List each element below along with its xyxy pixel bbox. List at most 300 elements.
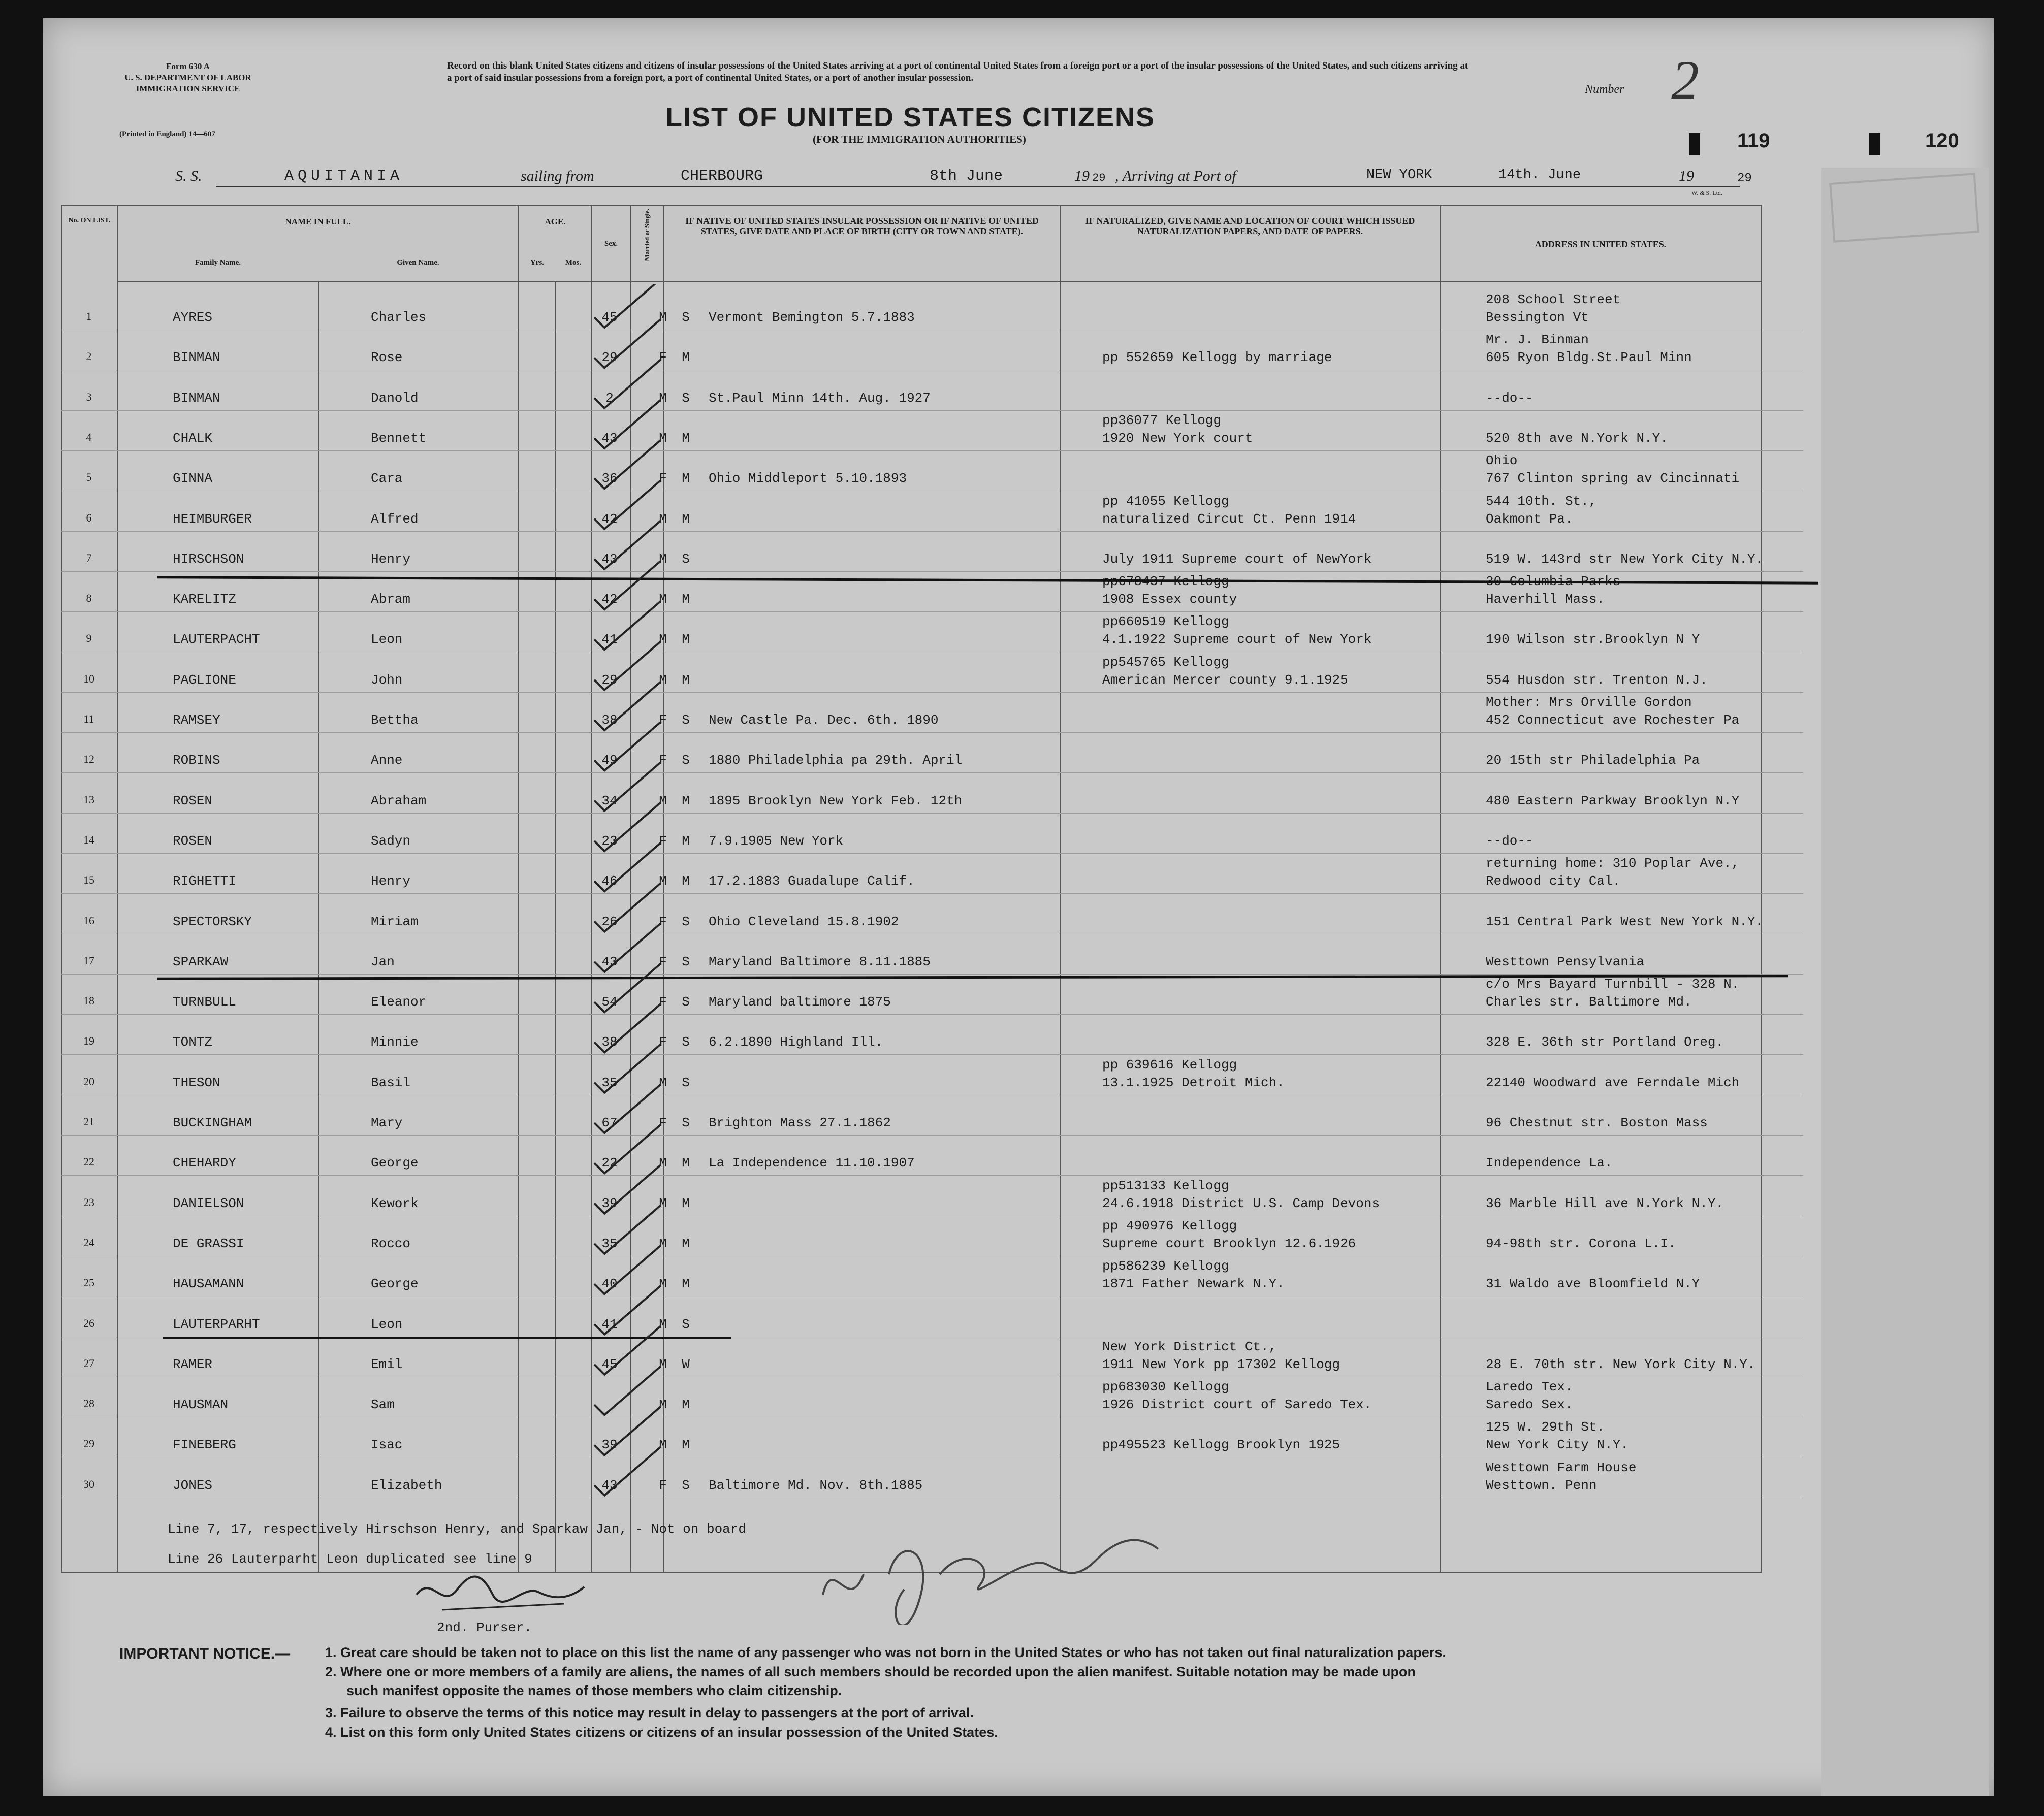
row-number: 2 <box>86 350 92 363</box>
address-line-2: Westtown. Penn <box>1486 1477 1597 1493</box>
address-line-2: Oakmont Pa. <box>1486 511 1573 527</box>
given-name: George <box>371 1155 419 1171</box>
table-row <box>61 894 1803 934</box>
table-row <box>61 974 1803 1015</box>
age-years: 43 <box>601 954 618 969</box>
table-row <box>61 813 1803 854</box>
naturalization-court: Supreme court Brooklyn 12.6.1926 <box>1102 1236 1356 1251</box>
given-name: Eleanor <box>371 994 427 1010</box>
given-name: Minnie <box>371 1034 419 1050</box>
naturalization-paper: pp513133 Kellogg <box>1102 1178 1229 1193</box>
marital-status: S <box>682 310 690 325</box>
table-row <box>61 1176 1803 1216</box>
sex: F <box>659 1034 667 1050</box>
port-of-departure: CHERBOURG <box>681 168 763 185</box>
table-row <box>61 1256 1803 1296</box>
sex: M <box>659 1356 667 1372</box>
age-years: 35 <box>601 1075 618 1090</box>
notice-item-2-cont: such manifest opposite the names of those members who claim citizenship. <box>346 1683 842 1698</box>
sex: M <box>659 873 667 889</box>
naturalization-court: 1908 Essex county <box>1102 592 1237 607</box>
row-number: 18 <box>83 994 94 1008</box>
row-number: 21 <box>83 1115 94 1128</box>
department-name: U. S. DEPARTMENT OF LABOR <box>124 73 251 82</box>
row-number: 13 <box>83 793 94 806</box>
marital-status: S <box>682 712 690 728</box>
marital-status: M <box>682 1195 690 1211</box>
sex: M <box>659 1195 667 1211</box>
birth-info: Ohio Cleveland 15.8.1902 <box>709 914 899 929</box>
table-row <box>61 330 1803 370</box>
row-number: 20 <box>83 1075 94 1088</box>
col-no: No. ON LIST. <box>61 205 117 1572</box>
age-years: 29 <box>601 350 618 366</box>
address-line-2: 519 W. 143rd str New York City N.Y. <box>1486 551 1764 567</box>
sex: M <box>659 1397 667 1413</box>
birth-info: 6.2.1890 Highland Ill. <box>709 1034 883 1050</box>
table-row <box>61 1457 1803 1498</box>
marital-status: M <box>682 592 690 607</box>
notice-item-3: 3. Failure to observe the terms of this notice may result in delay to passengers at the port of arrival. <box>325 1705 974 1721</box>
important-notice-heading: IMPORTANT NOTICE.— <box>119 1645 291 1662</box>
marital-status: S <box>682 1316 690 1332</box>
purser-signature <box>411 1564 594 1620</box>
address-line-2: 328 E. 36th str Portland Oreg. <box>1486 1034 1724 1050</box>
row-number: 24 <box>83 1236 94 1249</box>
address-line-2: Westtown Pensylvania <box>1486 954 1645 969</box>
table-row <box>61 531 1803 572</box>
birth-info: New Castle Pa. Dec. 6th. 1890 <box>709 712 939 728</box>
sex: M <box>659 793 667 808</box>
row-number: 1 <box>86 310 92 322</box>
marital-status: S <box>682 994 690 1010</box>
family-name: BINMAN <box>173 390 220 406</box>
table-row <box>61 1055 1803 1095</box>
given-name: Emil <box>371 1356 403 1372</box>
purser-title: 2nd. Purser. <box>437 1620 532 1635</box>
tick-marks <box>584 284 716 1518</box>
naturalization-court: pp 552659 Kellogg by marriage <box>1102 350 1332 366</box>
sex: F <box>659 994 667 1010</box>
family-name: DANIELSON <box>173 1195 244 1211</box>
row-number: 8 <box>86 592 92 605</box>
page-tab-mark <box>1869 133 1880 155</box>
family-name: ROSEN <box>173 793 213 808</box>
birth-info: Vermont Bemington 5.7.1883 <box>709 310 915 325</box>
given-name: Miriam <box>371 914 419 929</box>
address-line-2: 31 Waldo ave Bloomfield N.Y <box>1486 1276 1700 1292</box>
sex: M <box>659 1316 667 1332</box>
sex: M <box>659 551 667 567</box>
age-years: 67 <box>601 1115 618 1130</box>
sex: M <box>659 672 667 688</box>
inspector-signature <box>813 1513 1168 1625</box>
family-name: THESON <box>173 1075 220 1090</box>
age-years: 43 <box>601 551 618 567</box>
departure-year: 29 <box>1092 172 1106 184</box>
age-years: 39 <box>601 1437 618 1453</box>
table-row <box>61 1216 1803 1256</box>
marital-status: S <box>682 1477 690 1493</box>
marital-status: M <box>682 350 690 366</box>
given-name: Basil <box>371 1075 411 1090</box>
col-age: AGE. Yrs. Mos. <box>519 205 592 281</box>
row-number: 6 <box>86 511 92 524</box>
family-name: TURNBULL <box>173 994 236 1010</box>
age-years: 43 <box>601 430 618 446</box>
marital-status: M <box>682 793 690 808</box>
row-number: 19 <box>83 1034 94 1048</box>
address-line-1: Mother: Mrs Orville Gordon <box>1486 695 1692 710</box>
marital-status: M <box>682 833 690 849</box>
given-name: Kework <box>371 1195 419 1211</box>
table-row <box>61 410 1803 451</box>
row-number: 17 <box>83 954 94 967</box>
marital-status: S <box>682 753 690 768</box>
sex: M <box>659 310 667 325</box>
family-name: HEIMBURGER <box>173 511 252 527</box>
naturalization-paper: pp 639616 Kellogg <box>1102 1057 1237 1073</box>
marital-status: S <box>682 1075 690 1090</box>
row-number: 30 <box>83 1477 94 1490</box>
marital-status: M <box>682 1437 690 1453</box>
col-name-in-full: NAME IN FULL. Family Name. Given Name. <box>117 205 519 281</box>
given-name: Anne <box>371 753 403 768</box>
table-row <box>61 1014 1803 1055</box>
sex: F <box>659 1115 667 1130</box>
arrival-date: 14th. June <box>1498 168 1581 183</box>
row-number: 25 <box>83 1276 94 1289</box>
address-line-2: 94-98th str. Corona L.I. <box>1486 1236 1676 1251</box>
marital-status: M <box>682 672 690 688</box>
age-years: 54 <box>601 994 618 1010</box>
naturalization-paper: pp 41055 Kellogg <box>1102 493 1229 509</box>
adjacent-page-edge <box>1821 168 1989 1796</box>
age-years: 29 <box>601 672 618 688</box>
age-years: 43 <box>601 1477 618 1493</box>
arriving-label: , Arriving at Port of <box>1115 168 1236 184</box>
list-number: 2 <box>1671 49 1699 111</box>
given-name: Abraham <box>371 793 427 808</box>
age-years: 45 <box>601 1356 618 1372</box>
given-name: Bennett <box>371 430 427 446</box>
age-years: 49 <box>601 753 618 768</box>
age-years: 34 <box>601 793 618 808</box>
sex: M <box>659 511 667 527</box>
address-line-2: 767 Clinton spring av Cincinnati <box>1486 471 1740 487</box>
birth-info: Brighton Mass 27.1.1862 <box>709 1115 891 1130</box>
given-name: John <box>371 672 403 688</box>
row-number: 5 <box>86 471 92 484</box>
sex: F <box>659 712 667 728</box>
birth-info: Maryland Baltimore 8.11.1885 <box>709 954 931 969</box>
page-number-left: 119 <box>1737 129 1770 152</box>
birth-info: Ohio Middleport 5.10.1893 <box>709 471 907 487</box>
marital-status: M <box>682 430 690 446</box>
marital-status: M <box>682 873 690 889</box>
given-name: Elizabeth <box>371 1477 442 1493</box>
birth-info: 17.2.1883 Guadalupe Calif. <box>709 873 915 889</box>
table-row <box>61 692 1803 733</box>
family-name: DE GRASSI <box>173 1236 244 1251</box>
age-years: 38 <box>601 1034 618 1050</box>
address-line-2: 96 Chestnut str. Boston Mass <box>1486 1115 1708 1130</box>
age-years: 35 <box>601 1236 618 1251</box>
address-line-2: Redwood city Cal. <box>1486 873 1621 889</box>
address-line-1: c/o Mrs Bayard Turnbill - 328 N. <box>1486 977 1740 992</box>
birth-info: Maryland baltimore 1875 <box>709 994 891 1010</box>
family-name: ROBINS <box>173 753 220 768</box>
family-name: BINMAN <box>173 350 220 366</box>
address-line-2: Saredo Sex. <box>1486 1397 1573 1413</box>
row-number: 14 <box>83 833 94 846</box>
family-name: AYRES <box>173 310 213 325</box>
year-prefix: 19 <box>1679 168 1694 184</box>
table-row <box>61 1417 1803 1457</box>
age-years: 42 <box>601 511 618 527</box>
row-number: 10 <box>83 672 94 685</box>
row-number: 27 <box>83 1356 94 1370</box>
given-name: Alfred <box>371 511 419 527</box>
sex: M <box>659 1236 667 1251</box>
given-name: Henry <box>371 551 411 567</box>
given-name: Bettha <box>371 712 419 728</box>
table-row <box>61 491 1803 532</box>
address-line-2: 28 E. 70th str. New York City N.Y. <box>1486 1356 1755 1372</box>
age-years: 39 <box>601 1195 618 1211</box>
marital-status: M <box>682 511 690 527</box>
address-line-2: --do-- <box>1486 390 1534 406</box>
address-line-1: 125 W. 29th St. <box>1486 1419 1605 1435</box>
address-line-2: 520 8th ave N.York N.Y. <box>1486 430 1668 446</box>
col-address: ADDRESS IN UNITED STATES. <box>1440 205 1761 281</box>
marital-status: S <box>682 1115 690 1130</box>
col-native-birth: IF NATIVE OF UNITED STATES INSULAR POSSESSION OR IF NATIVE OF UNITED STATES, GIVE DATE AND PLACE OF BIRTH (CITY OR TOWN AND STATE). <box>664 205 1060 281</box>
given-name: Abram <box>371 592 411 607</box>
naturalization-court: 4.1.1922 Supreme court of New York <box>1102 632 1372 647</box>
birth-info: 7.9.1905 New York <box>709 833 844 849</box>
number-label: Number <box>1585 83 1624 96</box>
table-row <box>61 853 1803 894</box>
family-name: KARELITZ <box>173 592 236 607</box>
sex: F <box>659 914 667 929</box>
given-name: Cara <box>371 471 403 487</box>
col-sex: Sex. <box>592 205 630 281</box>
address-line-1: Mr. J. Binman <box>1486 332 1589 348</box>
marital-status: W <box>682 1356 690 1372</box>
voyage-rule <box>216 186 1740 187</box>
sex: M <box>659 1075 667 1090</box>
given-name: Rose <box>371 350 403 366</box>
row-number: 16 <box>83 914 94 927</box>
year-prefix: 19 <box>1074 168 1090 184</box>
address-line-2: 480 Eastern Parkway Brooklyn N.Y <box>1486 793 1740 808</box>
col-given: Given Name. <box>397 258 439 267</box>
marital-status: M <box>682 471 690 487</box>
naturalization-court: 1920 New York court <box>1102 430 1253 446</box>
address-line-2: Haverhill Mass. <box>1486 592 1605 607</box>
naturalization-court: naturalized Circut Ct. Penn 1914 <box>1102 511 1356 527</box>
table-row <box>61 1095 1803 1136</box>
address-line-2: Independence La. <box>1486 1155 1613 1171</box>
address-line-1: 544 10th. St., <box>1486 493 1597 509</box>
page-subtitle: (FOR THE IMMIGRATION AUTHORITIES) <box>813 133 1026 145</box>
naturalization-paper: pp36077 Kellogg <box>1102 412 1222 428</box>
sex: M <box>659 592 667 607</box>
sex: M <box>659 1437 667 1453</box>
address-line-2: --do-- <box>1486 833 1534 849</box>
birth-info: La Independence 11.10.1907 <box>709 1155 915 1171</box>
row-number: 7 <box>86 551 92 564</box>
address-line-2: Charles str. Baltimore Md. <box>1486 994 1692 1010</box>
address-line-2: 20 15th str Philadelphia Pa <box>1486 753 1700 768</box>
birth-info: 1880 Philadelphia pa 29th. April <box>709 753 963 768</box>
sex: F <box>659 753 667 768</box>
marital-status: M <box>682 1397 690 1413</box>
family-name: HAUSAMANN <box>173 1276 244 1292</box>
family-name: SPECTORSKY <box>173 914 252 929</box>
given-name: Leon <box>371 1316 403 1332</box>
given-name: Danold <box>371 390 419 406</box>
family-name: HAUSMAN <box>173 1397 229 1413</box>
col-yrs: Yrs. <box>530 258 545 267</box>
form-identifier <box>114 61 262 94</box>
age-years: 45 <box>601 310 618 325</box>
family-name: RAMER <box>173 1356 213 1372</box>
family-name: RAMSEY <box>173 712 220 728</box>
age-years: 23 <box>601 833 618 849</box>
record-instructions: Record on this blank United States citizens and citizens of insular possessions of the United States arriving at a port of continental United States from a foreign port or a port of the insular possessions of the United States, and such citizens arriving at a port of said insular possessions from a foreign port, a port of continental United States, or a port of another insular possession. <box>447 60 1468 83</box>
address-line-1: Ohio <box>1486 453 1518 469</box>
arrival-year: 29 <box>1737 172 1752 185</box>
marital-status: M <box>682 1236 690 1251</box>
address-line-2: 452 Connecticut ave Rochester Pa <box>1486 712 1740 728</box>
family-name: CHALK <box>173 430 213 446</box>
age-years: 41 <box>601 1316 618 1332</box>
form-number: Form 630 A <box>166 61 210 71</box>
family-name: PAGLIONE <box>173 672 236 688</box>
table-row <box>61 1377 1803 1417</box>
given-name: Sadyn <box>371 833 411 849</box>
address-line-2: Bessington Vt <box>1486 310 1589 325</box>
row-number: 23 <box>83 1195 94 1209</box>
row-number: 4 <box>86 430 92 443</box>
col-mos: Mos. <box>565 258 582 267</box>
table-row <box>61 450 1803 491</box>
age-years: 36 <box>601 471 618 487</box>
age-years: 41 <box>601 632 618 647</box>
service-name: IMMIGRATION SERVICE <box>136 84 240 93</box>
departure-date: 8th June <box>930 168 1003 185</box>
table-row <box>61 652 1803 693</box>
table-row <box>61 773 1803 814</box>
table-row <box>61 1296 1803 1337</box>
given-name: Henry <box>371 873 411 889</box>
row-number: 29 <box>83 1437 94 1450</box>
given-name: Charles <box>371 310 427 325</box>
given-name: Mary <box>371 1115 403 1130</box>
address-line-1: Westtown Farm House <box>1486 1460 1637 1475</box>
printer-mark: W. & S. Ltd. <box>1691 189 1722 197</box>
birth-info: Baltimore Md. Nov. 8th.1885 <box>709 1477 923 1493</box>
age-years: 2 <box>605 390 614 406</box>
table-row <box>61 289 1803 330</box>
age-years: 38 <box>601 712 618 728</box>
table-row <box>61 934 1803 975</box>
page-tab-mark <box>1689 133 1700 155</box>
sex: M <box>659 390 667 406</box>
family-name: LAUTERPACHT <box>173 632 260 647</box>
family-name: RIGHETTI <box>173 873 236 889</box>
row-number: 9 <box>86 632 92 645</box>
age-years: 40 <box>601 1276 618 1292</box>
ship-name: AQUITANIA <box>284 168 404 185</box>
naturalization-court: 24.6.1918 District U.S. Camp Devons <box>1102 1195 1380 1211</box>
row-number: 26 <box>83 1316 94 1329</box>
naturalization-paper: New York District Ct., <box>1102 1339 1277 1354</box>
birth-info: St.Paul Minn 14th. Aug. 1927 <box>709 390 931 406</box>
table-row <box>61 611 1803 652</box>
notice-item-4: 4. List on this form only United States citizens or citizens of an insular possession of the United States. <box>325 1725 998 1740</box>
age-years: 46 <box>601 873 618 889</box>
family-name: FINEBERG <box>173 1437 236 1453</box>
notice-item-2: 2. Where one or more members of a family are aliens, the names of all such members should be recorded upon the alien manifest. Suitable notation may be made upon <box>325 1664 1416 1679</box>
address-line-2: 36 Marble Hill ave N.York N.Y. <box>1486 1195 1724 1211</box>
marital-status: S <box>682 390 690 406</box>
sex: M <box>659 632 667 647</box>
naturalization-court: 1926 District court of Saredo Tex. <box>1102 1397 1372 1413</box>
sex: F <box>659 954 667 969</box>
row-number: 11 <box>83 712 94 725</box>
notice-item-1: 1. Great care should be taken not to place on this list the name of any passenger who was not born in the United States or who has not taken out final naturalization papers. <box>325 1645 1446 1660</box>
naturalization-paper: pp683030 Kellogg <box>1102 1379 1229 1395</box>
given-name: Isac <box>371 1437 403 1453</box>
address-line-2: 190 Wilson str.Brooklyn N Y <box>1486 632 1700 647</box>
naturalization-paper: pp586239 Kellogg <box>1102 1258 1229 1274</box>
col-married: Married or Single. <box>630 205 664 281</box>
naturalization-court: 13.1.1925 Detroit Mich. <box>1102 1075 1285 1090</box>
port-of-arrival: NEW YORK <box>1366 168 1432 183</box>
marital-status: S <box>682 914 690 929</box>
row-number: 3 <box>86 390 92 403</box>
page-title: LIST OF UNITED STATES CITIZENS <box>665 102 1155 133</box>
age-years: 22 <box>601 1155 618 1171</box>
row-number: 12 <box>83 753 94 766</box>
naturalization-court: pp495523 Kellogg Brooklyn 1925 <box>1102 1437 1340 1453</box>
marital-status: S <box>682 551 690 567</box>
sex: M <box>659 430 667 446</box>
row-number: 22 <box>83 1155 94 1169</box>
sailing-from-label: sailing from <box>521 168 594 184</box>
sex: M <box>659 1155 667 1171</box>
given-name: Sam <box>371 1397 395 1413</box>
age-years: 26 <box>601 914 618 929</box>
marital-status: S <box>682 954 690 969</box>
table-row <box>61 732 1803 773</box>
birth-info: 1895 Brooklyn New York Feb. 12th <box>709 793 963 808</box>
address-line-1: Laredo Tex. <box>1486 1379 1573 1395</box>
family-name: GINNA <box>173 471 213 487</box>
given-name: George <box>371 1276 419 1292</box>
marital-status: M <box>682 632 690 647</box>
footer-note-1: Line 7, 17, respectively Hirschson Henry, and Sparkaw Jan, - Not on board <box>168 1521 746 1537</box>
given-name: Rocco <box>371 1236 411 1251</box>
family-name: TONTZ <box>173 1034 213 1050</box>
family-name: BUCKINGHAM <box>173 1115 252 1130</box>
address-line-1: returning home: 310 Poplar Ave., <box>1486 856 1740 871</box>
family-name: CHEHARDY <box>173 1155 236 1171</box>
col-naturalization: IF NATURALIZED, GIVE NAME AND LOCATION OF COURT WHICH ISSUED NATURALIZATION PAPERS, AND DATE OF PAPERS. <box>1060 205 1440 281</box>
